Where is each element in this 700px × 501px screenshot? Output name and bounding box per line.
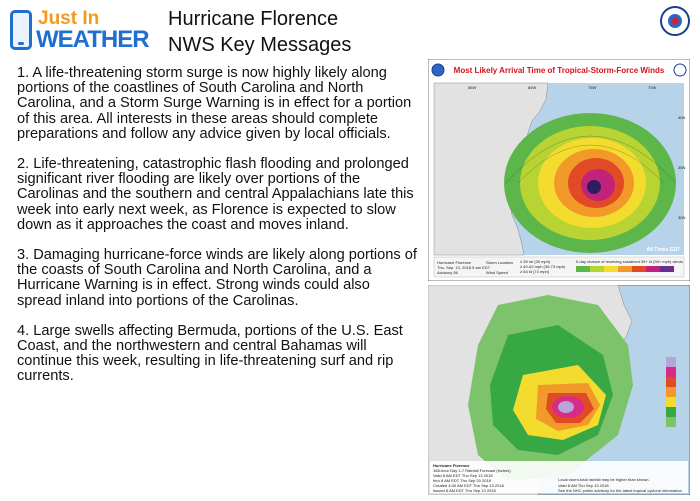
hurricane-center-icon: [587, 180, 601, 194]
lat-label: 35N: [678, 165, 686, 170]
map1-advisory: Advisory 56: [437, 270, 458, 275]
map2-caption-line: Valid 8 AM EDT Thu Sep 13 2018: [433, 473, 493, 478]
just-in-weather-logo: [6, 6, 149, 54]
map2-issued: Valid 8 AM Thu Sep 13 2018: [558, 483, 609, 488]
key-messages: [17, 66, 417, 400]
rainfall-forecast-map: [428, 285, 690, 495]
map1-legend-label: Wind Speed: [486, 270, 508, 275]
map2-footer: Local storm-total rainfall may be higher than shown.: [558, 477, 650, 482]
phone-icon: [10, 10, 32, 50]
map2-color-scale: [666, 357, 676, 427]
lat-label: 30N: [678, 215, 686, 220]
map2-caption-line: 168-hour Day 1-7 Rainfall Forecast (inches): [433, 468, 511, 473]
map1-storm-name: Hurricane Florence: [437, 260, 472, 265]
lon-label: 80W: [528, 85, 537, 90]
logo-line-2: WEATHER: [36, 26, 149, 53]
title-line-2: NWS Key Messages: [168, 34, 352, 56]
map1-legend-item: ≥ 40-62 mph (39-73 mph): [520, 264, 566, 269]
map1-legend-label: Storm Location: [486, 260, 513, 265]
wind-arrival-contours: [504, 113, 676, 253]
lat-label: 40N: [678, 115, 686, 120]
logo-line-1: Just In: [38, 8, 100, 29]
map2-footer: See the NHC public advisory for the latest tropical cyclone information: [558, 488, 682, 493]
map1-corner-label: All Times EDT: [646, 247, 680, 253]
map2-issued: Created 4:40 AM EDT Thu Sep 13 2018: [433, 483, 504, 488]
map1-legend-item: ≥ 39 mi (39 mph): [520, 259, 551, 264]
key-message-3: 3. Damaging hurricane-force winds are likely along portions of the coasts of South Carolina and North Carolina, and a Hurricane Warning is in effect. Strong winds could also spread inland into portions of the Carolinas.: [17, 247, 417, 309]
lon-label: 70W: [648, 85, 657, 90]
map2-title: Hurricane Florence: [433, 463, 470, 468]
noaa-seal-icon: [660, 6, 690, 36]
nws-logo-icon: [674, 64, 686, 76]
map1-title: Most Likely Arrival Time of Tropical-Storm-Force Winds: [453, 66, 665, 75]
lon-label: 85W: [468, 85, 477, 90]
title-line-1: Hurricane Florence: [168, 8, 339, 30]
map1-legend-item: ≥ 64 kt (74 mph): [520, 269, 550, 274]
key-message-1: 1. A life-threatening storm surge is now highly likely along portions of the coastlines of South Carolina and North Carolina, and a Storm Surge Warning is in effect for a portion of this area. All interests in these areas should complete preparations and follow any advice given by local officials.: [17, 65, 412, 142]
noaa-logo-icon: [432, 64, 444, 76]
wind-arrival-map: [428, 59, 690, 281]
map1-color-scale: [576, 266, 674, 272]
lon-label: 75W: [588, 85, 597, 90]
map2-issued: Issued 8 AM EDT Thu Sep 13 2018: [433, 488, 496, 493]
map1-date: Thu. Sep. 13, 2018 5 am EDT: [437, 265, 491, 270]
page-title: [168, 6, 351, 58]
map2-caption-line: thru 8 AM EDT Thu Sep 20 2018: [433, 478, 491, 483]
key-message-4: 4. Large swells affecting Bermuda, portions of the U.S. East Coast, and the northwestern and central Bahamas will continue this week, resulting in life-threatening surf and rip currents.: [17, 322, 403, 385]
map1-scale-note: 5-day chance of receiving sustained 39+ kt (39+ mph) winds: [576, 259, 683, 264]
key-message-2: 2. Life-threatening, catastrophic flash flooding and prolonged significant river flooding are likely over portions of the Carolinas and the southern and central Appalachians late this week into early next week, as Florence is expected to slow down as it approaches the coast and moves inland.: [17, 156, 414, 233]
